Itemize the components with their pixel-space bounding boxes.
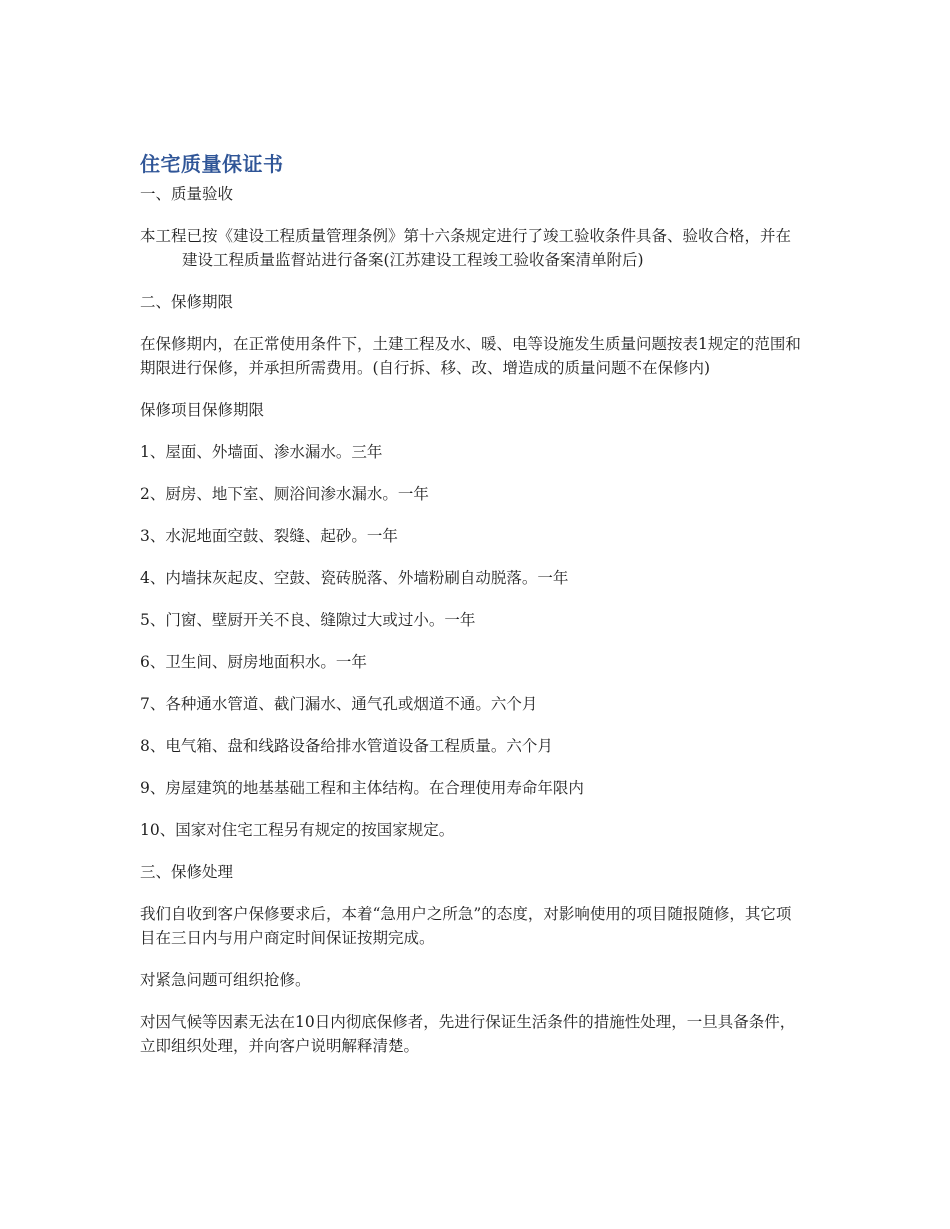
list-item: 5、门窗、壁厨开关不良、缝隙过大或过小。一年 <box>140 611 476 629</box>
paragraph-warranty-handling-2: 对紧急问题可组织抢修。 <box>140 971 311 989</box>
paragraph-quality-acceptance <box>140 224 805 272</box>
list-item: 8、电气箱、盘和线路设备给排水管道设备工程质量。六个月 <box>140 737 553 755</box>
list-item: 4、内墙抹灰起皮、空鼓、瓷砖脱落、外墙粉刷自动脱落。一年 <box>140 569 569 587</box>
section-heading-quality-acceptance: 一、质量验收 <box>140 185 234 203</box>
paragraph-warranty-handling-1: 我们自收到客户保修要求后，本着“急用户之所急”的态度，对影响使用的项目随报随修，其它项目在三日内与用户商定时间保证按期完成。 <box>140 905 792 947</box>
list-item: 10、国家对住宅工程另有规定的按国家规定。 <box>140 821 455 839</box>
list-item: 2、厨房、地下室、厕浴间渗水漏水。一年 <box>140 485 429 503</box>
paragraph-quality-acceptance-part-a: 本工程已按《建设工程质量管理条例》第十六条规定进行了竣工验收条件具备、验收合格，并在 <box>140 227 792 245</box>
paragraph-warranty-handling-3: 对因气候等因素无法在10日内彻底保修者，先进行保证生活条件的措施性处理，一旦具备条件，立即组织处理，并向客户说明解释清楚。 <box>140 1013 796 1055</box>
section-heading-warranty-period: 二、保修期限 <box>140 293 234 311</box>
list-item: 3、水泥地面空鼓、裂缝、起砂。一年 <box>140 527 398 545</box>
section-heading-warranty-handling: 三、保修处理 <box>140 863 234 881</box>
list-item: 7、各种通水管道、截门漏水、通气孔或烟道不通。六个月 <box>140 695 538 713</box>
list-item: 9、房屋建筑的地基基础工程和主体结构。在合理使用寿命年限内 <box>140 779 584 797</box>
list-item: 6、卫生间、厨房地面积水。一年 <box>140 653 367 671</box>
list-heading-warranty-items: 保修项目保修期限 <box>140 401 265 419</box>
paragraph-quality-acceptance-part-b: 建设工程质量监督站进行备案(江苏建设工程竣工验收备案清单附后) <box>182 251 644 269</box>
paragraph-warranty-period: 在保修期内，在正常使用条件下，土建工程及水、暖、电等设施发生质量问题按表1规定的范围和期限进行保修，并承担所需费用。(自行拆、移、改、增造成的质量问题不在保修内) <box>140 335 801 377</box>
list-item: 1、屋面、外墙面、渗水漏水。三年 <box>140 443 383 461</box>
document-page <box>140 150 805 1076</box>
document-title: 住宅质量保证书 <box>140 152 284 176</box>
